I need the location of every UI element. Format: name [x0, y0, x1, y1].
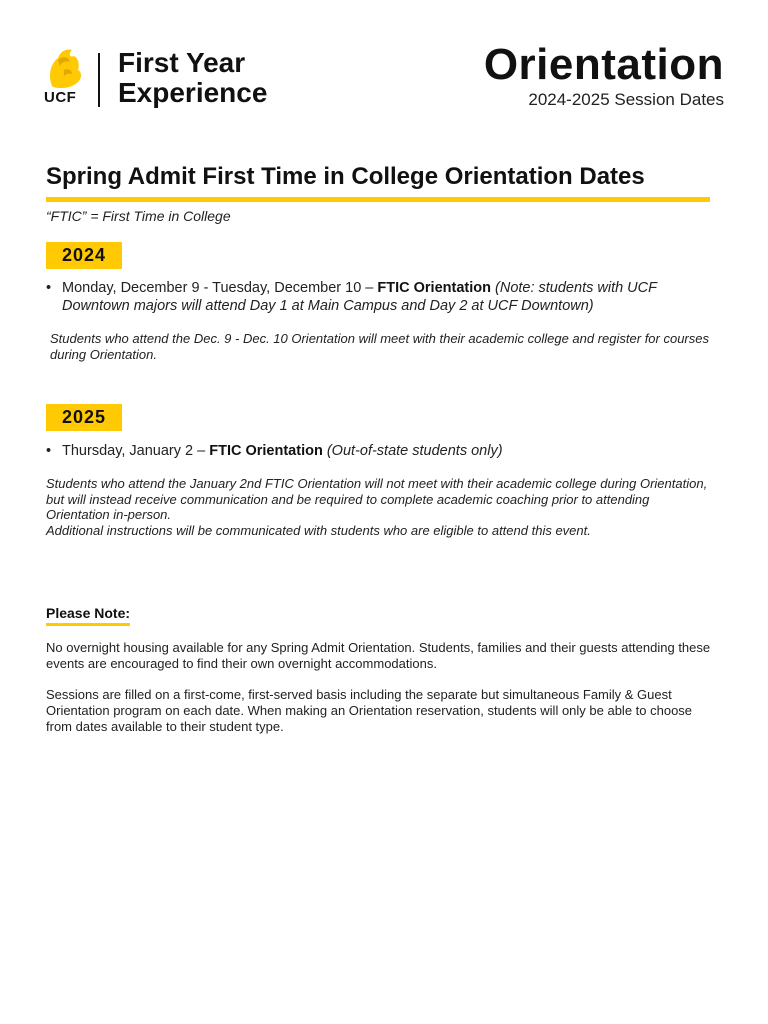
- brand-name: [118, 48, 267, 108]
- session-note: (Out-of-state students only): [322, 443, 503, 459]
- year-badge-2025: 2025: [46, 404, 122, 431]
- list-item-text: [46, 442, 706, 460]
- header-divider: [98, 53, 100, 107]
- note-paragraph-housing: No overnight housing available for any Spring Admit Orientation. Students, families and their guests attending these events are encouraged to find their own overnight accommodations.: [46, 640, 711, 671]
- please-note-label: Please Note:: [46, 605, 130, 626]
- session-event: FTIC Orientation: [377, 280, 491, 296]
- list-item: [46, 279, 706, 315]
- abbreviation-note: “FTIC” = First Time in College: [46, 208, 231, 224]
- page-title: Orientation: [483, 40, 724, 89]
- session-detail: [46, 476, 714, 538]
- session-detail: Students who attend the Dec. 9 - Dec. 10 Orientation will meet with their academic college and register for courses during Orientation.: [50, 331, 709, 362]
- session-note: (Note: students with UCF Downtown majors will attend Day 1 at Main Campus and Day 2 at UCF Downtown): [62, 280, 657, 314]
- session-date: Thursday, January 2 –: [62, 443, 210, 459]
- session-date: Monday, December 9 - Tuesday, December 10 –: [62, 280, 378, 296]
- bullet-icon: •: [46, 443, 52, 459]
- section-heading: Spring Admit First Time in College Orientation Dates: [46, 163, 710, 202]
- session-detail-extra: Additional instructions will be communicated with students who are eligible to attend this event.: [46, 522, 591, 538]
- logo-text: UCF: [44, 89, 77, 106]
- note-paragraph-sessions: Sessions are filled on a first-come, first-served basis including the separate but simultaneous Family & Guest Orientation program on each date. When making an Orientation reservation, students will only be able to choose from dates available to their student type.: [46, 687, 693, 734]
- bullet-icon: •: [46, 280, 52, 296]
- list-item: [46, 442, 706, 460]
- session-event: FTIC Orientation: [209, 443, 323, 459]
- page-subtitle: 2024-2025 Session Dates: [528, 90, 724, 109]
- session-detail-text: Students who attend the January 2nd FTIC Orientation will not meet with their academic college during Orientation, but will instead receive communication and be required to complete academic coaching prior to attending Orientation in-person.: [46, 476, 708, 522]
- year-badge-2024: 2024: [46, 242, 122, 269]
- brand-line-2: Experience: [118, 77, 268, 108]
- list-item-text: [46, 279, 706, 315]
- brand-line-1: First Year: [118, 47, 246, 78]
